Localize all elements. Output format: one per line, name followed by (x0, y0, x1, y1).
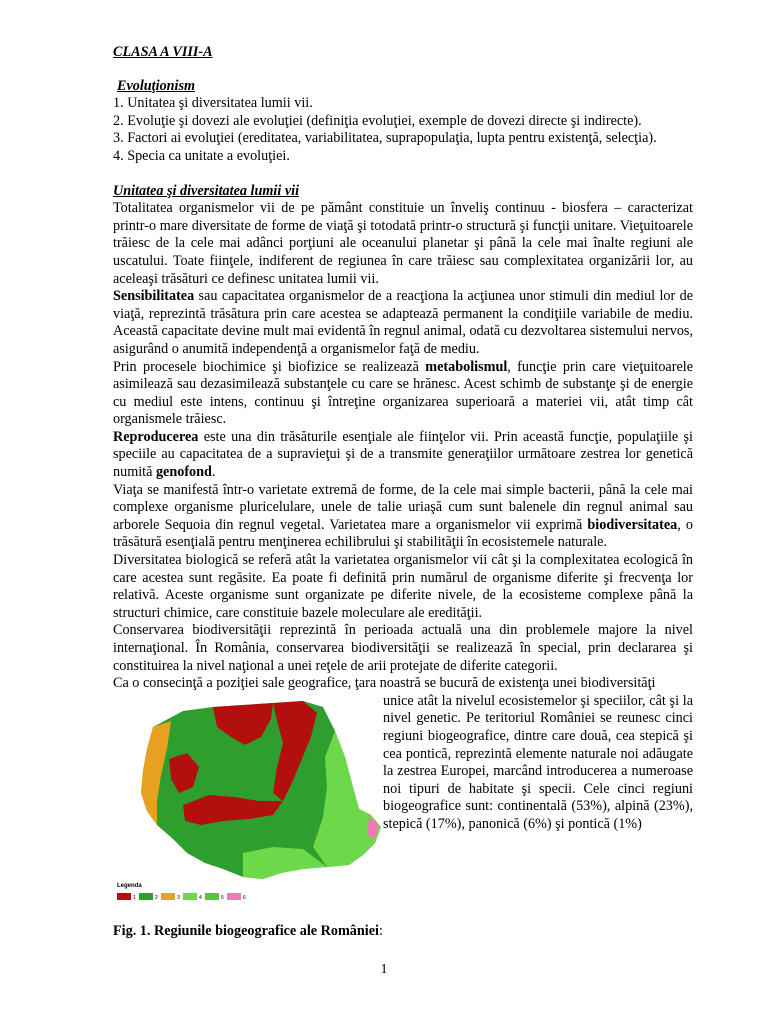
paragraph-text: Viaţa se manifestă într-o varietate extremă de forme, de la cele mai simple bacterii, până la cele mai complexe organisme pluricelulare, unele de talie uriaşă cum sunt balenele din regnul animal sau arborele Sequoia din regnul vegetal. Varietatea mare a organismelor vii exprimă (113, 481, 693, 533)
paragraph-biosphere: Totalitatea organismelor vii de pe pământ constituie un înveliş continuu - biosfera – caracterizat printr-o mare diversitate de forme de viaţă şi totodată printr-o structură şi funcţii unitare. Vieţuitoarele trăiesc de la cele mai adânci porţiuni ale oceanului planetar şi până la cele mai înalte regiuni ale uscatului. Toate fiinţele, indiferent de regiunea în care trăiesc sau complexitatea organizării lor, au aceleaşi trăsături ce definesc unitatea lumii vii. (113, 200, 693, 287)
paragraph-geography-rest: unice atât la nivelul ecosistemelor şi speciilor, cât şi la nivel genetic. Pe teritoriul României se reunesc cinci regiuni biogeografice, dintre care două, cea stepică şi cea pontică, reprezintă elemente naturale noi adăugate la zestrea Europei, marcând introducerea a numeroase noi tipuri de habitate şi specii. Cele cinci regiuni biogeografice sunt: continentală (53%), alpină (23%), stepică (17%), panonică (6%) şi pontică (1%) (383, 692, 693, 832)
paragraph-metabolism (113, 359, 693, 429)
figure-caption-suffix: : (378, 922, 383, 939)
legend-swatch (139, 893, 153, 900)
section-title: Evoluţionism (117, 77, 196, 94)
paragraph-biological-diversity: Diversitatea biologică se referă atât la varietatea organismelor vii cât şi la complexitatea ecologică în care acestea sunt regăsite. Ea poate fi definită prin numărul de organisme diferite şi frecvenţa lor relativă. Aceste organisme sunt organizate pe diferite nivele, de la ecosisteme complexe până la structuri chimice, care constituie bazele moleculare ale eredităţii. (113, 552, 693, 621)
paragraph-text: . (211, 464, 216, 481)
document-page (113, 44, 693, 940)
page-number: 1 (380, 962, 388, 977)
paragraph-text: este una din trăsăturile esenţiale ale fiinţelor vii. Prin această funcţie, populaţiile şi speciile au capacitatea de a supravieţui şi de a transmite generaţiilor următoare zestrea lor genetică numită (113, 428, 693, 481)
legend-swatch (117, 893, 131, 900)
paragraph-biodiversity (113, 482, 693, 552)
topic-item: 4. Specia ca unitate a evoluţiei. (113, 147, 290, 164)
paragraph-reproduction (113, 429, 693, 482)
map-legend-title: Legenda (117, 882, 142, 889)
subsection-title: Unitatea şi diversitatea lumii vii (113, 182, 300, 199)
legend-swatch (161, 893, 175, 900)
paragraph-text: sau capacitatea organismelor de a reacţiona la acţiunea unor stimuli din mediul lor de viaţă, reprezintă trăsătura prin care acestea se adaptează permanent la condiţiile variabile de mediu. Această capacitate devine mult mai evidentă în regnul animal, odată cu dezvoltarea sistemului nervos, asigurând o anumită independenţă a organismelor faţă de mediu. (113, 288, 693, 357)
map-legend (117, 893, 246, 901)
term-biodiversity: biodiversitatea (587, 516, 678, 533)
term-sensibility: Sensibilitatea (113, 288, 195, 305)
paragraph-geography-first-line: Ca o consecinţă a poziţiei sale geografice, ţara noastră se bucură de existenţa unei biodiversităţi (113, 675, 656, 692)
term-genofond: genofond (155, 464, 212, 481)
romania-biogeographic-map (113, 697, 387, 909)
paragraph-text: , funcţie prin care vieţuitoarele asimilează sau dezasimilează substanţele cu care se hrănesc. Acest schimb de substanţe şi de energie cu mediul este intens, continuu şi întreţine organizarea superioară a materiei vii, atât timp cât organismele trăiesc. (113, 358, 693, 428)
topic-item: 3. Factori ai evoluţiei (ereditatea, variabilitatea, suprapopulaţia, lupta pentru existenţă, selecţia). (113, 130, 657, 147)
legend-number: 6 (243, 894, 246, 901)
topic-item: 1. Unitatea şi diversitatea lumii vii. (113, 95, 313, 112)
paragraph-sensibility (113, 288, 693, 358)
term-reproduction: Reproducerea (113, 428, 199, 445)
legend-number: 3 (177, 894, 180, 901)
topic-list (113, 95, 693, 165)
figure-caption-text: Fig. 1. Regiunile biogeografice ale României (113, 922, 379, 939)
class-title: CLASA A VIII-A (113, 44, 213, 60)
paragraph-text: , o trăsătură esenţială pentru menţinerea echilibrului şi stabilităţii în ecosistemele naturale. (113, 516, 693, 551)
term-metabolism: metabolismul (425, 358, 508, 375)
legend-swatch (205, 893, 219, 900)
legend-number: 5 (221, 894, 224, 901)
legend-number: 2 (155, 894, 158, 901)
figure-caption (113, 923, 693, 941)
topic-item: 2. Evoluţie şi dovezi ale evoluţiei (definiţia evoluţiei, exemple de dovezi directe şi indirecte). (113, 112, 642, 129)
figure-block (113, 693, 693, 913)
legend-number: 4 (199, 894, 202, 901)
legend-swatch (227, 893, 241, 900)
paragraph-text: Prin procesele biochimice şi biofizice se realizează (113, 358, 426, 375)
legend-number: 1 (133, 894, 136, 901)
legend-swatch (183, 893, 197, 900)
paragraph-conservation: Conservarea biodiversităţii reprezintă în perioada actuală una din problemele majore la nivel internaţional. În România, conservarea biodiversităţii se realizează în special, prin declararea şi constituirea la nivel naţional a unei reţele de arii protejate de diferite categorii. (113, 622, 693, 674)
